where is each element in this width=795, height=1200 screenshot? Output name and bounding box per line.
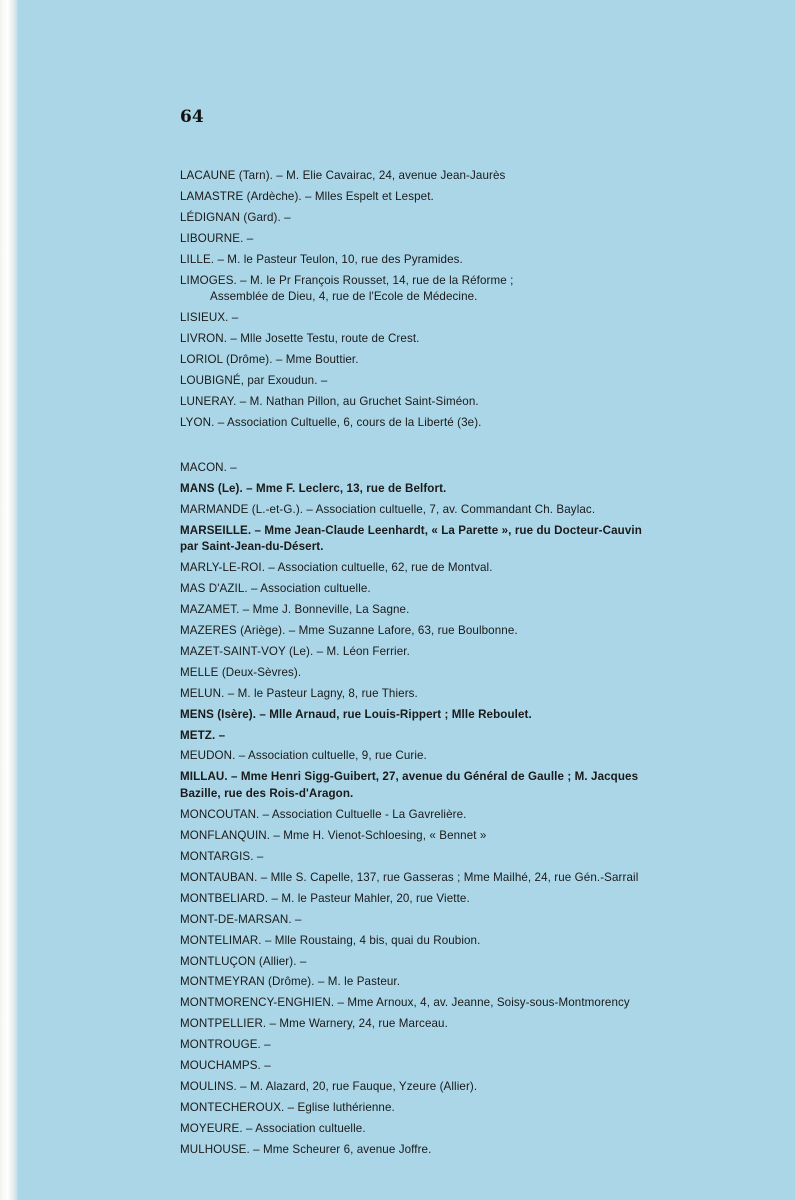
directory-entry — [180, 644, 780, 661]
entry-line: MONTLUÇON (Allier). – — [180, 954, 307, 968]
directory-entry — [180, 623, 780, 640]
entry-line: LYON. – Association Cultuelle, 6, cours de la Liberté (3e). — [180, 415, 482, 429]
directory-entry — [180, 974, 780, 991]
entries-group-m — [180, 460, 780, 1159]
entry-line: MAS D'AZIL. – Association cultuelle. — [180, 582, 371, 596]
entry-line: LORIOL (Drôme). – Mme Bouttier. — [180, 353, 359, 367]
entry-line: MARMANDE (L.-et-G.). – Association cultuelle, 7, av. Commandant Ch. Baylac. — [180, 502, 596, 516]
entry-line: MONTROUGE. – — [180, 1038, 271, 1052]
directory-entry — [180, 460, 780, 477]
directory-entry — [180, 560, 780, 577]
directory-entry — [180, 1100, 780, 1117]
entry-line: MONTECHEROUX. – Eglise luthérienne. — [180, 1100, 395, 1114]
directory-entry — [180, 686, 780, 703]
directory-entry — [180, 891, 780, 908]
directory-entry — [180, 665, 780, 682]
directory-entry — [180, 1121, 780, 1138]
entry-line: LAMASTRE (Ardèche). – Mlles Espelt et Lespet. — [180, 189, 434, 203]
directory-entry — [180, 331, 780, 348]
entry-line: MONFLANQUIN. – Mme H. Vienot-Schloesing, « Bennet » — [180, 829, 487, 843]
entry-line: MONTBELIARD. – M. le Pasteur Mahler, 20, rue Viette. — [180, 891, 470, 905]
section-gap — [180, 436, 780, 460]
directory-entry — [180, 602, 780, 619]
entry-line: MENS (Isère). – Mlle Arnaud, rue Louis-Rippert ; Mlle Reboulet. — [180, 707, 532, 721]
page-edge — [0, 0, 18, 1200]
entry-line: MAZAMET. – Mme J. Bonneville, La Sagne. — [180, 603, 410, 617]
entry-line: MONTAUBAN. – Mlle S. Capelle, 137, rue Gasseras ; Mme Mailhé, 24, rue Gén.-Sarrail — [180, 870, 639, 884]
directory-entry — [180, 748, 780, 765]
entry-line: MOULINS. – M. Alazard, 20, rue Fauque, Yzeure (Allier). — [180, 1079, 478, 1093]
directory-entry — [180, 231, 780, 248]
directory-entry — [180, 189, 780, 206]
entry-line: MANS (Le). – Mme F. Leclerc, 13, rue de Belfort. — [180, 481, 447, 495]
directory-entry — [180, 870, 780, 887]
directory-entry — [180, 373, 780, 390]
entry-line: LOUBIGNÉ, par Exoudun. – — [180, 374, 328, 388]
entry-line: METZ. – — [180, 728, 226, 742]
entry-line: MONCOUTAN. – Association Cultuelle - La Gavrelière. — [180, 808, 467, 822]
entry-line: MOYEURE. – Association cultuelle. — [180, 1121, 366, 1135]
entry-line: MELLE (Deux-Sèvres). — [180, 665, 302, 679]
directory-entry — [180, 707, 780, 724]
entry-line: MELUN. – M. le Pasteur Lagny, 8, rue Thiers. — [180, 686, 418, 700]
directory-entry — [180, 912, 780, 929]
directory-entry — [180, 394, 780, 411]
entry-line: MONTMEYRAN (Drôme). – M. le Pasteur. — [180, 975, 401, 989]
page-number: 64 — [180, 107, 204, 127]
entry-line: MULHOUSE. – Mme Scheurer 6, avenue Joffre. — [180, 1142, 432, 1156]
entry-line: LISIEUX. – — [180, 311, 239, 325]
entry-line: MAZET-SAINT-VOY (Le). – M. Léon Ferrier. — [180, 644, 410, 658]
directory-entry — [180, 849, 780, 866]
entry-line: LÉDIGNAN (Gard). – — [180, 210, 291, 224]
entries-group-l — [180, 168, 780, 432]
directory-entry — [180, 769, 780, 803]
directory-list — [180, 168, 780, 1163]
directory-entry — [180, 954, 780, 971]
directory-entry — [180, 995, 780, 1012]
entry-line: LUNERAY. – M. Nathan Pillon, au Gruchet Saint-Siméon. — [180, 394, 479, 408]
directory-entry — [180, 481, 780, 498]
directory-entry — [180, 1058, 780, 1075]
entry-line: MACON. – — [180, 460, 237, 474]
directory-entry — [180, 807, 780, 824]
entry-line: MONTELIMAR. – Mlle Roustaing, 4 bis, quai du Roubion. — [180, 933, 481, 947]
entry-continuation-line: par Saint-Jean-du-Désert. — [180, 540, 324, 554]
entry-line: LIBOURNE. – — [180, 231, 254, 245]
entry-continuation-line: Bazille, rue des Rois-d'Aragon. — [180, 787, 354, 801]
entry-line: MONTMORENCY-ENGHIEN. – Mme Arnoux, 4, av. Jeanne, Soisy-sous-Montmorency — [180, 996, 630, 1010]
entry-line: LACAUNE (Tarn). – M. Elie Cavairac, 24, avenue Jean-Jaurès — [180, 169, 506, 182]
entry-line: MARLY-LE-ROI. – Association cultuelle, 62, rue de Montval. — [180, 561, 493, 575]
entry-line: MAZERES (Ariège). – Mme Suzanne Lafore, 63, rue Boulbonne. — [180, 624, 518, 638]
entry-line: LIMOGES. – M. le Pr François Rousset, 14, rue de la Réforme ; — [180, 273, 514, 287]
directory-entry — [180, 933, 780, 950]
directory-entry — [180, 1037, 780, 1054]
entry-line: MONTARGIS. – — [180, 850, 264, 863]
entry-line: MONT-DE-MARSAN. – — [180, 912, 302, 926]
entry-continuation-line: Assemblée de Dieu, 4, rue de l'Ecole de Médecine. — [210, 290, 478, 304]
directory-entry — [180, 1016, 780, 1033]
entry-line: MARSEILLE. – Mme Jean-Claude Leenhardt, « La Parette », rue du Docteur-Cauvin — [180, 523, 642, 537]
directory-entry — [180, 352, 780, 369]
directory-entry — [180, 210, 780, 227]
entry-line: LILLE. – M. le Pasteur Teulon, 10, rue des Pyramides. — [180, 252, 463, 266]
directory-entry — [180, 415, 780, 432]
entry-line: LIVRON. – Mlle Josette Testu, route de Crest. — [180, 332, 420, 346]
directory-entry — [180, 502, 780, 519]
directory-entry — [180, 728, 780, 745]
entry-line: MILLAU. – Mme Henri Sigg-Guibert, 27, avenue du Général de Gaulle ; M. Jacques — [180, 770, 639, 784]
directory-entry — [180, 1079, 780, 1096]
entry-line: MOUCHAMPS. – — [180, 1059, 271, 1073]
entry-line: MONTPELLIER. – Mme Warnery, 24, rue Marceau. — [180, 1017, 448, 1031]
directory-entry — [180, 310, 780, 327]
directory-entry — [180, 168, 780, 185]
directory-entry — [180, 273, 780, 307]
entry-line: MEUDON. – Association cultuelle, 9, rue Curie. — [180, 749, 427, 763]
directory-entry — [180, 828, 780, 845]
directory-entry — [180, 1142, 780, 1159]
directory-entry — [180, 252, 780, 269]
directory-entry — [180, 581, 780, 598]
directory-entry — [180, 523, 780, 557]
